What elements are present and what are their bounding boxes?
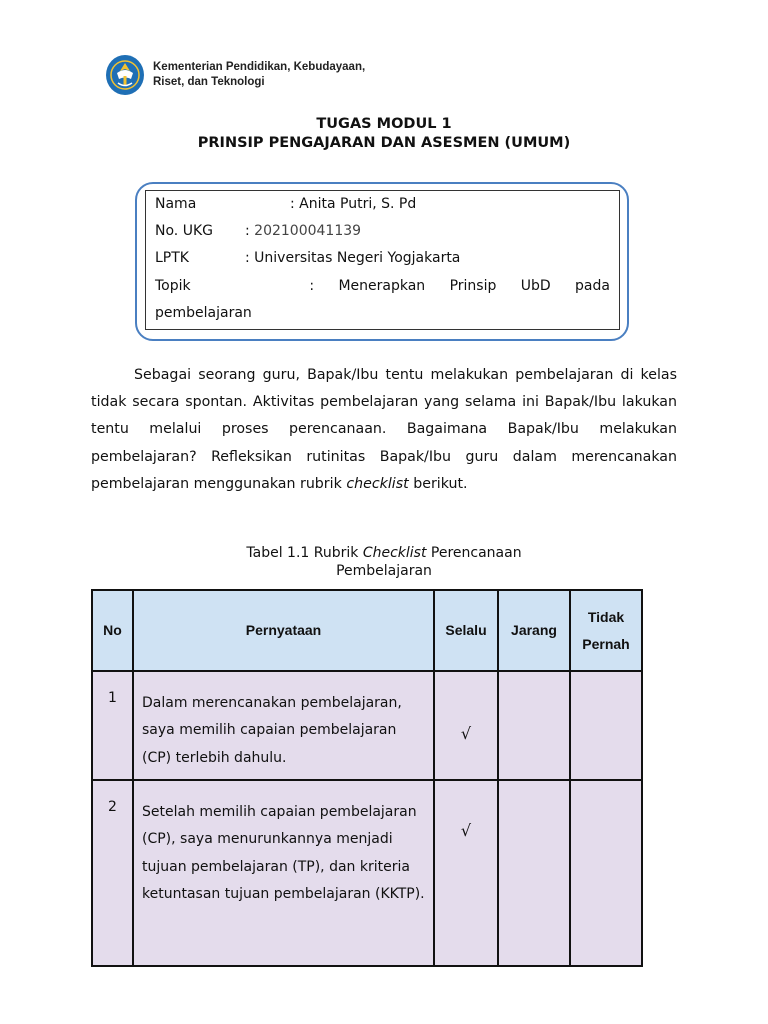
- ukg-value: 202100041139: [254, 223, 362, 239]
- header-never-line2: Pernah: [582, 635, 630, 652]
- document-subtitle: PRINSIP PENGAJARAN DAN ASESMEN (UMUM): [197, 135, 571, 151]
- logo-emblem-icon: [106, 55, 144, 95]
- ukg-colon: :: [245, 223, 255, 239]
- row-never-cell: [570, 780, 642, 966]
- row-never-cell: [570, 671, 642, 780]
- topik-word-1: Menerapkan: [338, 278, 426, 294]
- table-header-row: [92, 590, 642, 671]
- intro-paragraph: [91, 362, 677, 498]
- rubric-checklist-table: [91, 589, 643, 967]
- ministry-header: [106, 55, 365, 95]
- lptk-label: LPTK: [155, 250, 189, 266]
- row-number: 1: [92, 671, 133, 780]
- ministry-name-line2: Riset, dan Teknologi: [153, 76, 265, 88]
- topik-line2: pembelajaran: [155, 305, 252, 321]
- header-statement: Pernyataan: [133, 590, 434, 671]
- lptk-value: : Universitas Negeri Yogjakarta: [245, 250, 461, 266]
- table-caption: [0, 544, 768, 562]
- ministry-name: [153, 60, 365, 90]
- table-caption-line2: Pembelajaran: [336, 563, 432, 579]
- ukg-label: No. UKG: [155, 223, 213, 239]
- row-always-check: √: [434, 780, 498, 966]
- table-row: [92, 671, 642, 780]
- row-statement: Dalam merencanakan pembelajaran, saya memilih capaian pembelajaran (CP) terlebih dahulu.: [133, 671, 434, 780]
- table-row: [92, 780, 642, 966]
- ukg-row: [155, 221, 362, 241]
- header-always: Selalu: [434, 590, 498, 671]
- header-rarely: Jarang: [498, 590, 570, 671]
- ukg-value-wrap: [245, 221, 361, 241]
- document-title: TUGAS MODUL 1: [316, 116, 452, 132]
- intro-paragraph-end: berikut.: [408, 475, 468, 492]
- ministry-name-line1: Kementerian Pendidikan, Kebudayaan,: [153, 61, 366, 73]
- topik-row: [155, 276, 610, 296]
- row-rarely-cell: [498, 671, 570, 780]
- header-never-line1: Tidak: [587, 608, 625, 625]
- row-statement: Setelah memilih capaian pembelajaran (CP), saya menurunkannya menjadi tujuan pembelajaran (TP), dan kriteria ketuntasan tujuan pembelajaran (KKTP).: [133, 780, 434, 966]
- header-no: No: [92, 590, 133, 671]
- row-number: 2: [92, 780, 133, 966]
- nama-row: [155, 194, 417, 214]
- topik-word-3: UbD: [520, 278, 551, 294]
- topik-word-4: pada: [575, 278, 610, 294]
- topik-word-2: Prinsip: [449, 278, 497, 294]
- caption-prefix: Tabel 1.1 Rubrik: [246, 545, 363, 561]
- caption-italic: Checklist: [362, 545, 427, 561]
- tut-wuri-handayani-logo-icon: [106, 55, 144, 95]
- lptk-row: [155, 248, 461, 268]
- nama-label: Nama: [155, 196, 197, 212]
- topik-label: Topik: [155, 278, 191, 294]
- topik-colon: :: [309, 278, 315, 294]
- nama-value: : Anita Putri, S. Pd: [290, 196, 417, 212]
- intro-paragraph-italic: checklist: [346, 475, 409, 492]
- intro-paragraph-main: Sebagai seorang guru, Bapak/Ibu tentu melakukan pembelajaran di kelas tidak secara spontan. Aktivitas pembelajaran yang selama ini Bapak/Ibu lakukan tentu melalui proses perencanaan. Bagaimana Bapak/Ibu melakukan pembelajaran? Refleksikan rutinitas Bapak/Ibu guru dalam merencanakan pembelajaran menggunakan rubrik: [91, 367, 677, 492]
- identity-box: [145, 190, 620, 330]
- header-never: [570, 590, 642, 671]
- row-always-check: √: [434, 671, 498, 780]
- caption-suffix: Perencanaan: [426, 545, 522, 561]
- row-rarely-cell: [498, 780, 570, 966]
